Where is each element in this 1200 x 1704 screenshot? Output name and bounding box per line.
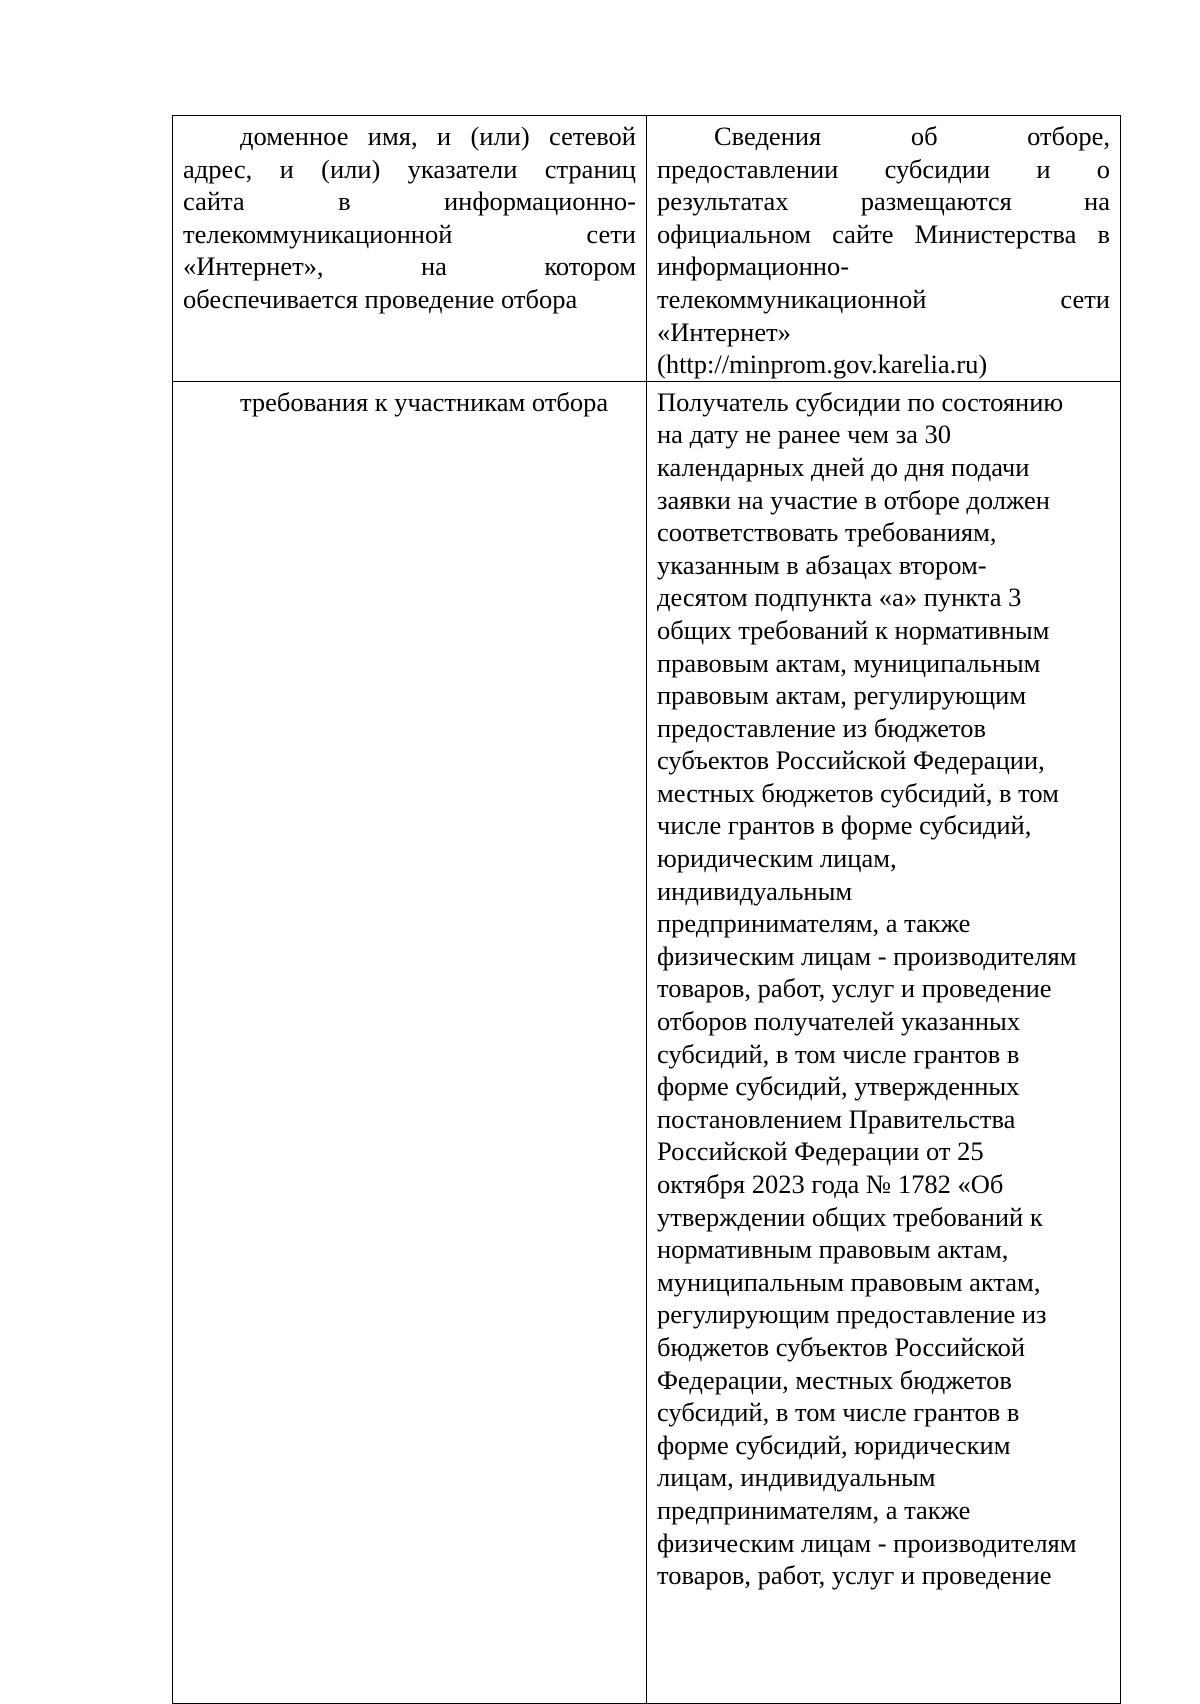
text-line: утверждении общих требований к — [657, 1201, 1043, 1232]
text-line: субъектов Российской Федерации, — [657, 745, 1045, 776]
text-line: «Интернет» — [657, 316, 791, 347]
text-line: бюджетов субъектов Российской — [657, 1331, 1026, 1362]
text-line: субсидий, в том числе грантов в — [657, 1397, 1020, 1428]
text-line: нормативным правовым актам, — [657, 1234, 1009, 1265]
text-line: товаров, работ, услуг и проведение — [657, 1560, 1052, 1591]
text-line: форме субсидий, юридическим — [657, 1429, 1011, 1460]
table-row — [173, 381, 1121, 1703]
text-line: на дату не ранее чем за 30 — [657, 419, 951, 450]
text-line: Российской Федерации от 25 — [657, 1136, 984, 1167]
text-line: информационно- — [657, 251, 850, 282]
document-table — [172, 115, 1121, 1704]
text-line: правовым актам, муниципальным — [657, 647, 1041, 678]
text-line: юридическим лицам, — [657, 843, 897, 874]
text-line: телекоммуникационной сети — [657, 283, 1110, 314]
text-line: предпринимателям, а также — [657, 1494, 971, 1525]
cell-requirements-value — [647, 381, 1121, 1703]
text-line: регулирующим предоставление из — [657, 1299, 1047, 1330]
text-line: муниципальным правовым актам, — [657, 1266, 1041, 1297]
cell-website-label — [173, 116, 647, 382]
text-line: десятом подпункта «а» пункта 3 — [657, 582, 1022, 613]
text-line: правовым актам, регулирующим — [657, 680, 1027, 711]
text-line: телекоммуникационной сети — [183, 218, 636, 249]
text-line: лицам, индивидуальным — [657, 1462, 936, 1493]
text-line: физическим лицам - производителям — [657, 940, 1077, 971]
text-line: субсидий, в том числе грантов в — [657, 1038, 1020, 1069]
text-line: требования к участникам отбора — [240, 386, 609, 417]
text-line: Получатель субсидии по состоянию — [657, 386, 1064, 417]
text-line: Сведения об отборе, — [714, 121, 1110, 151]
text-line: предоставлении субсидии и о — [657, 153, 1110, 184]
text-line: Федерации, местных бюджетов — [657, 1364, 1012, 1395]
text-line: форме субсидий, утвержденных — [657, 1071, 1020, 1102]
text-line: адрес, и (или) указатели страниц — [183, 153, 636, 184]
text-line: октября 2023 года № 1782 «Об — [657, 1169, 1004, 1199]
text-line: указанным в абзацах втором- — [657, 549, 987, 580]
text-line: предпринимателям, а также — [657, 908, 971, 939]
text-line: местных бюджетов субсидий, в том — [657, 777, 1059, 808]
text-line: отборов получателей указанных — [657, 1006, 1021, 1037]
text-line: сайта в информационно- — [183, 186, 636, 217]
text-line: соответствовать требованиям, — [657, 517, 997, 548]
text-line: результатах размещаются на — [657, 186, 1110, 217]
text-line: доменное имя, и (или) сетевой — [240, 121, 636, 151]
text-line: постановлением Правительства — [657, 1103, 1016, 1134]
cell-requirements-label — [173, 381, 647, 1703]
cell-website-value — [647, 116, 1121, 382]
text-line: календарных дней до дня подачи — [657, 451, 1030, 482]
text-line: общих требований к нормативным — [657, 614, 1050, 645]
text-line: товаров, работ, услуг и проведение — [657, 973, 1052, 1004]
text-line: «Интернет», на котором — [183, 251, 636, 282]
text-line: числе грантов в форме субсидий, — [657, 810, 1032, 841]
text-line: заявки на участие в отборе должен — [657, 484, 1050, 515]
text-line: официальном сайте Министерства в — [657, 218, 1110, 249]
text-line: индивидуальным — [657, 875, 853, 906]
table-row — [173, 116, 1121, 382]
text-line: физическим лицам - производителям — [657, 1527, 1077, 1558]
text-line: обеспечивается проведение отбора — [183, 283, 578, 314]
website-url: (http://minprom.gov.karelia.ru) — [657, 349, 988, 380]
text-line: предоставление из бюджетов — [657, 712, 986, 743]
